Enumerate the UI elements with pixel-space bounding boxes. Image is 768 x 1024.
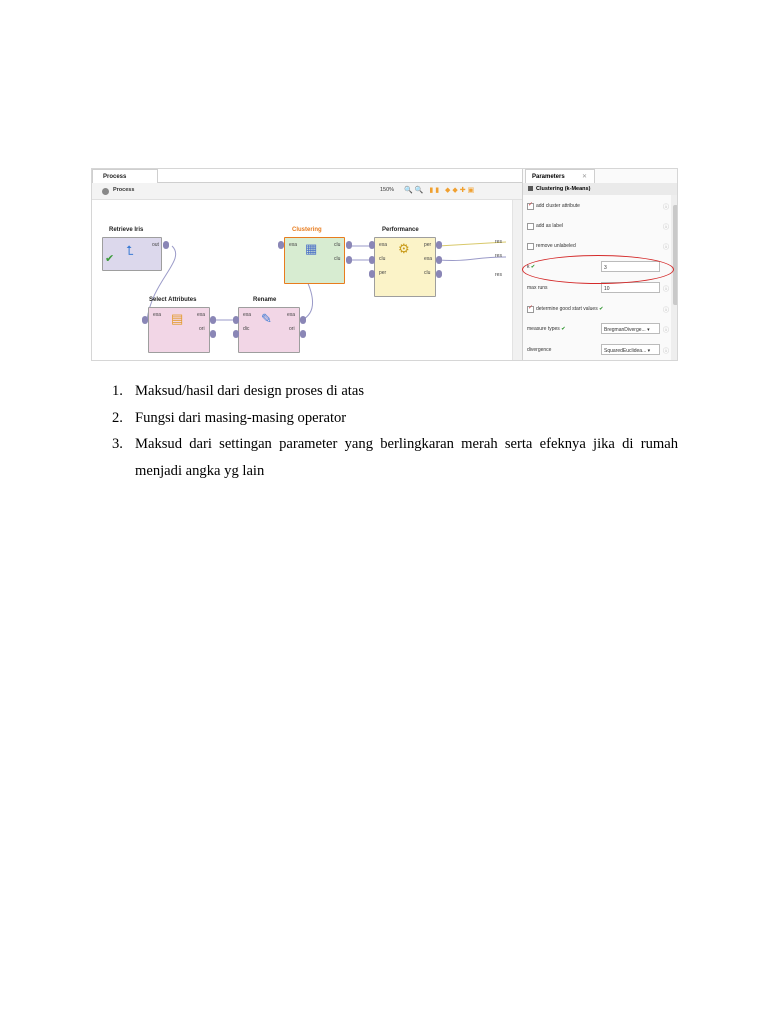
param-label: add cluster attribute [536,203,580,209]
retrieve-icon: ⮤ [126,243,134,258]
checkmark-icon: ✔ [530,264,536,270]
port-per: per [379,270,387,276]
question-text: Maksud dari settingan parameter yang berlingkaran merah serta efeknya jika di rumah menjadi angka yg lain [135,436,678,479]
port-exa-out: exa [424,256,433,262]
question-number: 3. [112,436,123,452]
parameters-header [523,183,678,195]
question-text: Maksud/hasil dari design proses di atas [135,383,365,399]
parameters-scrollbar[interactable] [671,195,678,361]
add-as-label-checkbox[interactable] [527,223,534,230]
clustering-out-port-2[interactable] [346,256,352,264]
retrieve-iris-operator[interactable] [102,237,162,271]
question-number: 1. [112,383,123,399]
performance-in-port-2[interactable] [369,256,375,264]
result-port-1[interactable]: res [495,239,502,245]
performance-icon: ⚙ [398,241,410,256]
param-measure-label: measure types [527,326,560,332]
port-out: out [152,242,159,248]
red-circle-highlight [522,255,674,284]
param-label: remove unlabeled [536,243,576,249]
info-icon[interactable]: ⓘ [663,328,670,334]
rename-icon: ✎ [261,311,272,326]
param-add-cluster-attribute[interactable] [523,196,671,216]
remove-unlabeled-checkbox[interactable] [527,243,534,250]
performance-out-port-3[interactable] [436,270,442,278]
max-runs-input[interactable]: 10 [601,282,660,293]
port-dic: dic [243,326,250,332]
divergence-select[interactable]: SquaredEuclidea... ▾ [601,344,660,355]
checkmark-icon: ✔ [599,306,604,312]
port-clu-2: clu [334,256,341,262]
info-icon[interactable]: ⓘ [663,245,670,251]
clustering-in-port[interactable] [278,241,284,249]
retrieve-out-port[interactable] [163,241,169,249]
param-label: max runs [527,285,548,291]
result-port-3[interactable]: res [495,272,502,278]
add-cluster-attribute-checkbox[interactable] [527,203,534,210]
success-check-icon: ✔ [105,253,115,265]
port-exa: exa [379,242,388,248]
rename-out-port-1[interactable] [300,316,306,324]
tab-process[interactable]: Process [92,169,158,183]
port-clu-1: clu [334,242,341,248]
param-label: add as label [536,223,563,229]
port-exa-out: exa [197,312,206,318]
param-label: divergence [527,347,552,353]
port-clu: clu [379,256,386,262]
param-divergence[interactable] [523,340,671,360]
port-ori-out: ori [199,326,205,332]
param-add-as-label[interactable] [523,216,671,236]
question-item [110,405,678,432]
question-item [110,378,678,405]
rename-out-port-2[interactable] [300,330,306,338]
question-text: Fungsi dari masing-masing operator [135,409,347,426]
info-icon[interactable]: ⓘ [663,225,670,231]
performance-operator[interactable] [374,237,436,297]
process-breadcrumb[interactable]: Process [113,187,135,193]
param-determine-label: determine good start values [536,306,598,312]
rename-operator[interactable] [238,307,300,353]
rename-title: Rename [253,297,277,303]
measure-types-select[interactable]: BregmanDiverge... ▾ [601,323,660,334]
port-exa: exa [153,312,162,318]
select-out-port-2[interactable] [210,330,216,338]
clustering-title: Clustering [292,227,322,233]
performance-out-port-1[interactable] [436,241,442,249]
select-in-port[interactable] [142,316,148,324]
param-label [536,306,603,312]
port-exa: exa [289,242,298,248]
question-list [110,378,678,484]
select-attributes-title: Select Attributes [149,297,197,303]
select-out-port-1[interactable] [210,316,216,324]
tab-parameters[interactable] [525,169,595,183]
select-attributes-icon: ▤ [171,311,184,326]
process-toolbar [92,183,522,200]
process-panel [92,169,522,361]
info-icon[interactable]: ⓘ [663,287,670,293]
performance-out-port-2[interactable] [436,256,442,264]
operator-icon [528,186,533,191]
port-exa-out: exa [287,312,296,318]
scroll-thumb[interactable] [673,205,678,305]
param-label [527,326,565,332]
rename-in-port-1[interactable] [233,316,239,324]
retrieve-iris-title: Retrieve Iris [109,227,144,233]
rename-in-port-2[interactable] [233,330,239,338]
info-icon[interactable]: ⓘ [663,205,670,211]
clustering-icon: ▦ [305,241,318,256]
zoom-level: 150% [380,187,395,193]
info-icon[interactable]: ⓘ [663,308,670,314]
performance-in-port-3[interactable] [369,270,375,278]
info-icon[interactable]: ⓘ [663,349,670,355]
performance-title: Performance [382,227,419,233]
determine-start-values-checkbox[interactable] [527,306,534,313]
close-icon[interactable]: ✕ [582,174,588,180]
k-input[interactable]: 3 [601,261,660,272]
rapidminer-screenshot [91,168,678,361]
process-canvas[interactable] [92,200,512,361]
clustering-out-port-1[interactable] [346,241,352,249]
port-ori-out: ori [289,326,295,332]
param-k-label: k [527,264,530,270]
parameters-header-label: Clustering (k-Means) [536,186,591,192]
param-remove-unlabeled[interactable] [523,236,671,256]
checkmark-icon: ✔ [561,326,566,332]
question-number: 2. [112,409,123,426]
port-exa: exa [243,312,252,318]
param-determine-good-start-values[interactable] [523,299,671,319]
port-clu-out: clu [424,270,431,276]
performance-in-port-1[interactable] [369,241,375,249]
port-per-out: per [424,242,432,248]
process-icon [102,188,109,195]
tab-parameters-label: Parameters [532,174,565,180]
result-port-2[interactable]: res [495,253,502,259]
question-item [110,431,678,484]
toolbar-icons[interactable]: 🔍🔍 ▮▮ ◆◆✚▣ [404,187,477,194]
param-measure-types[interactable] [523,319,671,339]
select-attributes-operator[interactable] [148,307,210,353]
clustering-operator[interactable] [284,237,345,284]
